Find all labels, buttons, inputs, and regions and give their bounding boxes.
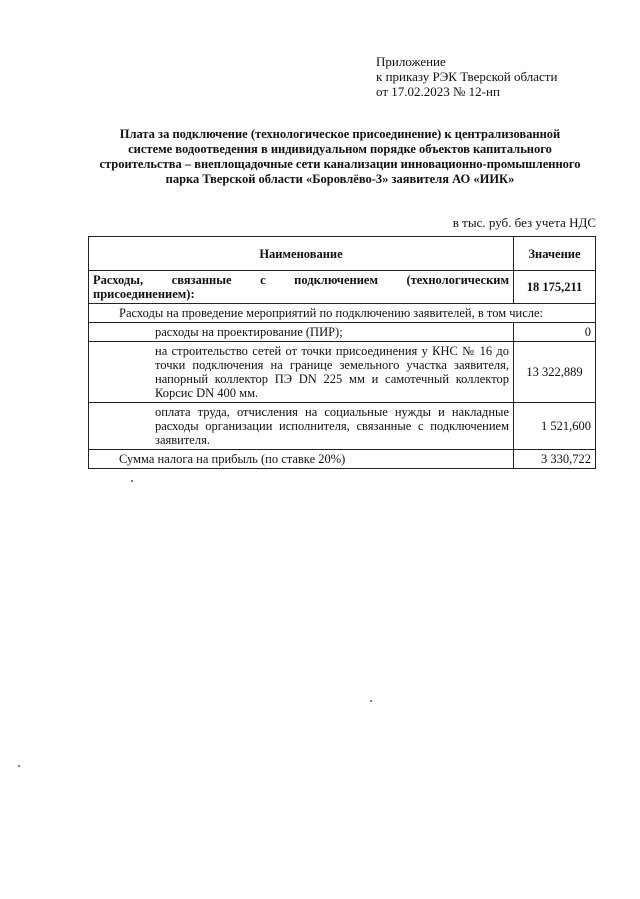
table-row (89, 403, 596, 450)
row-construction-value: 13 322,889 (514, 342, 596, 403)
document-title (80, 127, 600, 187)
row-design-name: расходы на проектирование (ПИР); (89, 323, 514, 342)
header-name: Наименование (89, 237, 514, 271)
row-construction-name: на строительство сетей от точки присоединения у КНС № 16 до точки подключения на границе земельного участка заявителя, напорный коллектор ПЭ DN 225 мм и самотечный коллектор Корсис DN 400 мм. (89, 342, 514, 403)
appendix-line-2: к приказу РЭК Тверской области (376, 69, 558, 84)
table-row (89, 271, 596, 304)
fee-table (88, 236, 596, 469)
table-row (89, 342, 596, 403)
row-total-costs-value: 18 175,211 (514, 271, 596, 304)
units-note: в тыс. руб. без учета НДС (452, 215, 596, 230)
row-tax-name: Сумма налога на прибыль (по ставке 20%) (89, 450, 514, 469)
title-line-4: парка Тверской области «Боровлёво-3» заявителя АО «ИИК» (165, 172, 515, 186)
scan-speck (370, 700, 372, 702)
row-total-costs-name: Расходы, связанные с подключением (технологическим присоединением): (89, 271, 514, 304)
row-design-value: 0 (514, 323, 596, 342)
row-labor-name: оплата труда, отчисления на социальные нужды и накладные расходы организации исполнителя, связанные с подключением заявителя. (89, 403, 514, 450)
title-line-1: Плата за подключение (технологическое присоединение) к централизованной (119, 127, 561, 141)
table-row (89, 323, 596, 342)
appendix-line-3: от 17.02.2023 № 12-нп (376, 84, 500, 99)
table-row (89, 450, 596, 469)
title-line-2: системе водоотведения в индивидуальном порядке объектов капитального (128, 142, 552, 156)
row-tax-value: 3 330,722 (514, 450, 596, 469)
appendix-block (376, 54, 557, 99)
table-row (89, 304, 596, 323)
scan-speck (131, 480, 133, 482)
header-value: Значение (514, 237, 596, 271)
row-measures-name: Расходы на проведение мероприятий по подключению заявителей, в том числе: (89, 304, 514, 323)
scan-speck (18, 765, 20, 767)
appendix-line-1: Приложение (376, 54, 446, 69)
table-header-row (89, 237, 596, 271)
title-line-3: строительства – внеплощадочные сети канализации инновационно-промышленного (99, 157, 581, 171)
row-labor-value: 1 521,600 (514, 403, 596, 450)
